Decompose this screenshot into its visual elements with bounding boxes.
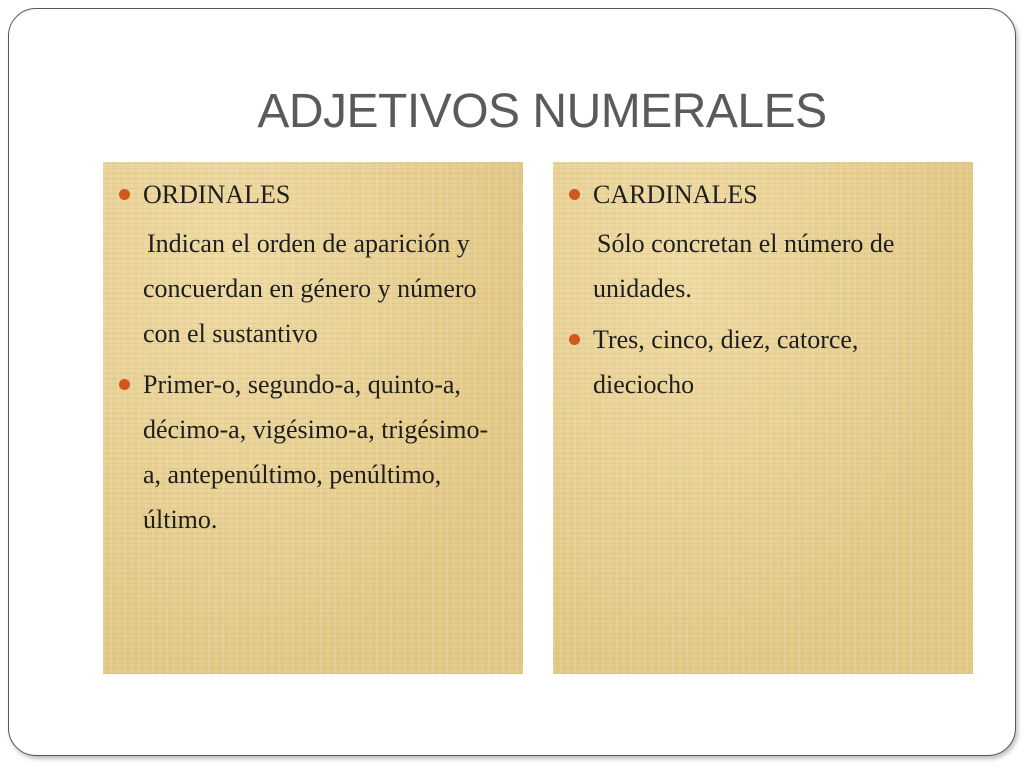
- ordinales-panel: [103, 162, 523, 674]
- ordinales-examples: Primer-o, segundo-a, quinto-a, décimo-a, vigésimo-a, trigésimo-a, antepenúltimo, penúltimo, último.: [143, 370, 489, 534]
- cardinales-description: Sólo concretan el número de unidades.: [593, 229, 895, 303]
- bullet-icon: [119, 379, 130, 390]
- ordinales-examples-item: [117, 362, 501, 542]
- cardinales-examples-item: [567, 317, 951, 407]
- bullet-icon: [119, 189, 130, 200]
- cardinales-heading-item: [567, 172, 951, 217]
- ordinales-description: Indican el orden de aparición y concuerdan en género y número con el sustantivo: [143, 229, 477, 348]
- ordinales-heading: ORDINALES: [143, 180, 291, 209]
- cardinales-panel: [553, 162, 973, 674]
- bullet-icon: [569, 334, 580, 345]
- cardinales-heading: CARDINALES: [593, 180, 758, 209]
- cardinales-examples: Tres, cinco, diez, catorce, dieciocho: [593, 325, 859, 399]
- bullet-icon: [569, 189, 580, 200]
- ordinales-heading-item: [117, 172, 501, 217]
- slide-title: ADJETIVOS NUMERALES: [257, 85, 827, 138]
